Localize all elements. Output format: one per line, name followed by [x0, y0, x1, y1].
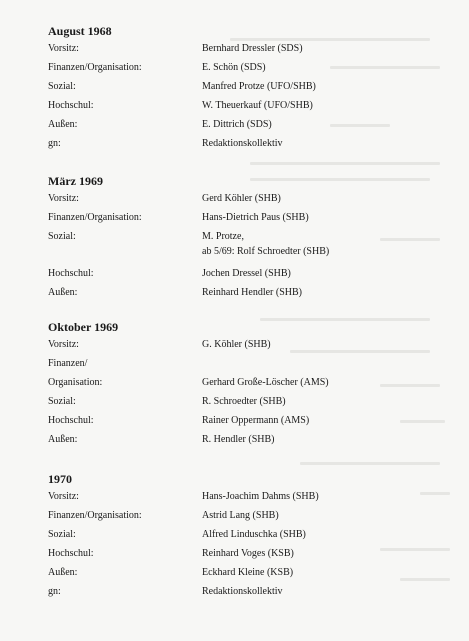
role-label: Sozial: [48, 529, 76, 540]
member-name: Jochen Dressel (SHB) [202, 268, 291, 279]
member-name: E. Dittrich (SDS) [202, 119, 272, 130]
role-label: Hochschul: [48, 548, 94, 559]
member-name: R. Schroedter (SHB) [202, 396, 286, 407]
role-label: Sozial: [48, 81, 76, 92]
section-august-1968 [48, 24, 448, 150]
section-title: August 1968 [48, 24, 112, 38]
role-label: Finanzen/Organisation: [48, 62, 142, 73]
member-name: Rainer Oppermann (AMS) [202, 415, 310, 426]
table-row [48, 414, 448, 427]
role-label: Vorsitz: [48, 43, 79, 54]
role-label: Hochschul: [48, 100, 94, 111]
table-row [48, 211, 448, 224]
table-row [48, 286, 448, 299]
role-label: Außen: [48, 567, 78, 578]
role-label: Hochschul: [48, 415, 94, 426]
role-label: Vorsitz: [48, 193, 79, 204]
section-maerz-1969 [48, 174, 448, 299]
member-name: Alfred Linduschka (SHB) [202, 529, 306, 540]
member-name-replacement: ab 5/69: Rolf Schroedter (SHB) [202, 246, 330, 257]
role-label: Vorsitz: [48, 339, 79, 350]
member-name: Redaktionskollektiv [202, 138, 283, 149]
table-row [48, 490, 448, 503]
role-label: Finanzen/Organisation: [48, 510, 142, 521]
role-label: gn: [48, 138, 61, 149]
table-row [48, 395, 448, 408]
role-label: Organisation: [48, 377, 103, 388]
table-row [48, 585, 448, 598]
table-row [48, 509, 448, 522]
table-row [48, 376, 448, 389]
table-row [48, 566, 448, 579]
table-row [48, 357, 448, 370]
member-name: Bernhard Dressler (SDS) [202, 43, 303, 54]
role-label: Sozial: [48, 231, 76, 242]
member-name: Astrid Lang (SHB) [202, 510, 279, 521]
role-label: Außen: [48, 434, 78, 445]
role-label: Außen: [48, 287, 78, 298]
table-row [48, 61, 448, 74]
member-name: E. Schön (SDS) [202, 62, 266, 73]
role-label: Vorsitz: [48, 491, 79, 502]
member-name: Hans-Joachim Dahms (SHB) [202, 491, 319, 502]
member-name: Gerd Köhler (SHB) [202, 193, 281, 204]
table-row [48, 528, 448, 541]
member-name: Hans-Dietrich Paus (SHB) [202, 212, 309, 223]
section-oktober-1969 [48, 320, 448, 446]
member-name: Gerhard Große-Löscher (AMS) [202, 377, 329, 388]
table-row [48, 338, 448, 351]
table-row [48, 192, 448, 205]
section-title: 1970 [48, 472, 72, 486]
role-label: Hochschul: [48, 268, 94, 279]
member-name: Redaktionskollektiv [202, 586, 283, 597]
table-row [48, 118, 448, 131]
member-name: Manfred Protze (UFO/SHB) [202, 81, 316, 92]
role-label: gn: [48, 586, 61, 597]
member-name: Eckhard Kleine (KSB) [202, 567, 294, 578]
member-name: R. Hendler (SHB) [202, 434, 275, 445]
table-row [48, 42, 448, 55]
member-name: Reinhard Voges (KSB) [202, 548, 294, 559]
role-label: Sozial: [48, 396, 76, 407]
member-name: M. Protze, [202, 231, 244, 242]
table-row [48, 137, 448, 150]
section-title: März 1969 [48, 174, 103, 188]
role-label: Finanzen/Organisation: [48, 212, 142, 223]
member-name [202, 357, 448, 370]
member-name-block [202, 230, 448, 258]
table-row [48, 267, 448, 280]
table-row [48, 230, 448, 258]
role-label: Außen: [48, 119, 78, 130]
section-title: Oktober 1969 [48, 320, 119, 334]
table-row [48, 99, 448, 112]
member-name: Reinhard Hendler (SHB) [202, 287, 302, 298]
table-row [48, 433, 448, 446]
member-name: W. Theuerkauf (UFO/SHB) [202, 100, 313, 111]
table-row [48, 80, 448, 93]
member-name: G. Köhler (SHB) [202, 339, 271, 350]
section-1970 [48, 472, 448, 598]
role-label: Finanzen/ [48, 358, 88, 369]
table-row [48, 547, 448, 560]
